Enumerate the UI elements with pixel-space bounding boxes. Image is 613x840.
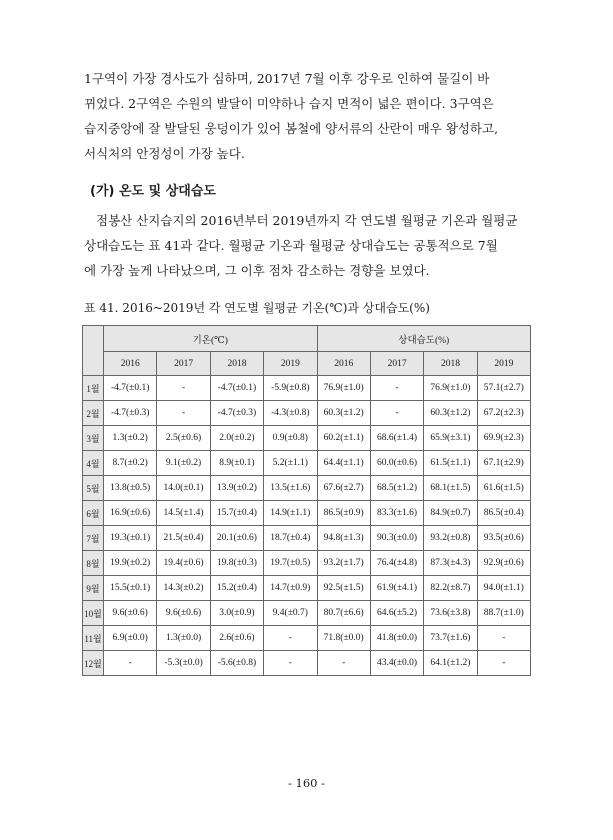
table-cell: 76.4(±4.8) <box>370 551 423 576</box>
table-cell: 60.3(±1.2) <box>317 401 370 426</box>
table-cell: 1.3(±0.2) <box>104 426 157 451</box>
table-cell: 13.8(±0.5) <box>104 476 157 501</box>
table-cell: 86.5(±0.9) <box>317 501 370 526</box>
table-cell: - <box>370 376 423 401</box>
month-label: 4월 <box>83 451 104 476</box>
table-cell: 80.7(±6.6) <box>317 601 370 626</box>
table-cell: 67.2(±2.3) <box>477 401 530 426</box>
table-cell: 9.6(±0.6) <box>157 601 210 626</box>
table-cell: 93.2(±0.8) <box>424 526 477 551</box>
table-cell: 68.5(±1.2) <box>370 476 423 501</box>
paragraph-line: 1구역이 가장 경사도가 심하며, 2017년 7월 이후 강우로 인하여 물길이 바 <box>84 71 490 86</box>
table-cell: 60.0(±0.6) <box>370 451 423 476</box>
table-cell: 3.0(±0.9) <box>210 601 263 626</box>
table-cell: 19.9(±0.2) <box>104 551 157 576</box>
year-header: 2017 <box>157 352 210 376</box>
table-cell: 64.6(±5.2) <box>370 601 423 626</box>
table-cell: 16.9(±0.6) <box>104 501 157 526</box>
table-cell: 19.7(±0.5) <box>264 551 317 576</box>
table-cell: 1.3(±0.0) <box>157 626 210 651</box>
table-cell: 68.6(±1.4) <box>370 426 423 451</box>
temperature-group-header: 기온(℃) <box>104 326 318 352</box>
table-cell: - <box>370 401 423 426</box>
table-cell: 61.6(±1.5) <box>477 476 530 501</box>
paragraph-line: 서식처의 안정성이 가장 높다. <box>84 146 245 161</box>
table-cell: 84.9(±0.7) <box>424 501 477 526</box>
table-cell: 90.3(±0.0) <box>370 526 423 551</box>
table-row <box>83 451 531 476</box>
table-cell: 13.5(±1.6) <box>264 476 317 501</box>
table-cell: 76.9(±1.0) <box>317 376 370 401</box>
table-cell: -5.3(±0.0) <box>157 651 210 676</box>
table-cell: -4.7(±0.3) <box>104 401 157 426</box>
paragraph-line: 에 가장 높게 나타났으며, 그 이후 점차 감소하는 경향을 보였다. <box>84 263 430 278</box>
table-cell: 73.7(±1.6) <box>424 626 477 651</box>
table-cell: 14.5(±1.4) <box>157 501 210 526</box>
table-caption: 표 41. 2016~2019년 각 연도별 월평균 기온(℃)과 상대습도(%) <box>84 301 430 315</box>
table-cell: 6.9(±0.0) <box>104 626 157 651</box>
month-label: 8월 <box>83 551 104 576</box>
table-cell: 87.3(±4.3) <box>424 551 477 576</box>
table-cell: 92.5(±1.5) <box>317 576 370 601</box>
table-cell: 9.6(±0.6) <box>104 601 157 626</box>
table-cell: -4.7(±0.1) <box>210 376 263 401</box>
table-cell: -4.7(±0.1) <box>104 376 157 401</box>
year-header: 2018 <box>424 352 477 376</box>
table-row <box>83 526 531 551</box>
table-cell: 61.9(±4.1) <box>370 576 423 601</box>
table-cell: - <box>157 401 210 426</box>
table-cell: 15.5(±0.1) <box>104 576 157 601</box>
paragraph-line: 점봉산 산지습지의 2016년부터 2019년까지 각 연도별 월평균 기온과 월평균 <box>96 213 518 228</box>
year-header: 2016 <box>104 352 157 376</box>
humidity-group-header: 상대습도(%) <box>317 326 531 352</box>
table-corner-cell <box>83 326 104 376</box>
table-row <box>83 401 531 426</box>
table-cell: - <box>477 651 530 676</box>
table-cell: 93.5(±0.6) <box>477 526 530 551</box>
table-cell: 20.1(±0.6) <box>210 526 263 551</box>
table-cell: 57.1(±2.7) <box>477 376 530 401</box>
table-cell: 94.8(±1.3) <box>317 526 370 551</box>
year-header: 2017 <box>370 352 423 376</box>
year-header: 2019 <box>477 352 530 376</box>
table-cell: 88.7(±1.0) <box>477 601 530 626</box>
month-label: 9월 <box>83 576 104 601</box>
year-header: 2016 <box>317 352 370 376</box>
table-cell: 14.0(±0.1) <box>157 476 210 501</box>
page-number: - 160 - <box>287 776 326 790</box>
table-cell: 19.8(±0.3) <box>210 551 263 576</box>
table-cell: 41.8(±0.0) <box>370 626 423 651</box>
table-cell: 9.1(±0.2) <box>157 451 210 476</box>
table-cell: - <box>477 626 530 651</box>
table-row <box>83 601 531 626</box>
table-row <box>83 376 531 401</box>
table-cell: 14.3(±0.2) <box>157 576 210 601</box>
table-cell: 2.0(±0.2) <box>210 426 263 451</box>
intro-paragraph <box>84 66 534 166</box>
table-cell: - <box>264 626 317 651</box>
table-body <box>83 376 531 676</box>
table-cell: 0.9(±0.8) <box>264 426 317 451</box>
month-label: 10월 <box>83 601 104 626</box>
table-cell: -5.9(±0.8) <box>264 376 317 401</box>
table-row <box>83 576 531 601</box>
table-cell: - <box>157 376 210 401</box>
table-cell: 67.6(±2.7) <box>317 476 370 501</box>
table-cell: 68.1(±1.5) <box>424 476 477 501</box>
climate-table <box>82 325 531 676</box>
table-cell: 60.3(±1.2) <box>424 401 477 426</box>
table-cell: 93.2(±1.7) <box>317 551 370 576</box>
table-row <box>83 426 531 451</box>
table-cell: 73.6(±3.8) <box>424 601 477 626</box>
table-cell: - <box>264 651 317 676</box>
table-cell: 8.7(±0.2) <box>104 451 157 476</box>
paragraph-line: 상대습도는 표 41과 같다. 월평균 기온과 월평균 상대습도는 공통적으로 7월 <box>84 238 498 253</box>
body-paragraph <box>84 208 534 283</box>
table-cell: 19.4(±0.6) <box>157 551 210 576</box>
table-cell: 21.5(±0.4) <box>157 526 210 551</box>
table-cell: 15.2(±0.4) <box>210 576 263 601</box>
table-cell: 83.3(±1.6) <box>370 501 423 526</box>
table-cell: 64.1(±1.2) <box>424 651 477 676</box>
table-year-header-row <box>83 352 531 376</box>
month-label: 6월 <box>83 501 104 526</box>
table-row <box>83 476 531 501</box>
table-cell: 2.5(±0.6) <box>157 426 210 451</box>
table-cell: 86.5(±0.4) <box>477 501 530 526</box>
table-cell: 67.1(±2.9) <box>477 451 530 476</box>
table-cell: 15.7(±0.4) <box>210 501 263 526</box>
table-cell: 5.2(±1.1) <box>264 451 317 476</box>
table-row <box>83 651 531 676</box>
table-cell: 92.9(±0.6) <box>477 551 530 576</box>
paragraph-line: 뀌었다. 2구역은 수원의 발달이 미약하나 습지 면적이 넓은 편이다. 3구역은 <box>84 96 494 111</box>
table-cell: 61.5(±1.1) <box>424 451 477 476</box>
table-cell: 19.3(±0.1) <box>104 526 157 551</box>
table-cell: 2.6(±0.6) <box>210 626 263 651</box>
section-heading: (가) 온도 및 상대습도 <box>90 184 216 199</box>
table-cell: 69.9(±2.3) <box>477 426 530 451</box>
table-cell: 76.9(±1.0) <box>424 376 477 401</box>
table-cell: 94.0(±1.1) <box>477 576 530 601</box>
year-header: 2019 <box>264 352 317 376</box>
table-cell: -5.6(±0.8) <box>210 651 263 676</box>
table-row <box>83 551 531 576</box>
table-cell: 14.9(±1.1) <box>264 501 317 526</box>
month-label: 2월 <box>83 401 104 426</box>
table-row <box>83 501 531 526</box>
table-cell: 64.4(±1.1) <box>317 451 370 476</box>
table-row <box>83 626 531 651</box>
table-cell: - <box>317 651 370 676</box>
table-cell: 9.4(±0.7) <box>264 601 317 626</box>
table-group-header-row <box>83 326 531 352</box>
year-header: 2018 <box>210 352 263 376</box>
month-label: 7월 <box>83 526 104 551</box>
month-label: 11월 <box>83 626 104 651</box>
table-cell: 60.2(±1.1) <box>317 426 370 451</box>
table-cell: -4.7(±0.3) <box>210 401 263 426</box>
month-label: 1월 <box>83 376 104 401</box>
table-cell: 8.9(±0.1) <box>210 451 263 476</box>
table-cell: 43.4(±0.0) <box>370 651 423 676</box>
table-cell: - <box>104 651 157 676</box>
month-label: 3월 <box>83 426 104 451</box>
table-cell: -4.3(±0.8) <box>264 401 317 426</box>
table-cell: 13.9(±0.2) <box>210 476 263 501</box>
month-label: 5월 <box>83 476 104 501</box>
table-cell: 18.7(±0.4) <box>264 526 317 551</box>
table-cell: 65.9(±3.1) <box>424 426 477 451</box>
month-label: 12월 <box>83 651 104 676</box>
table-cell: 71.8(±0.0) <box>317 626 370 651</box>
table-cell: 82.2(±8.7) <box>424 576 477 601</box>
table-cell: 14.7(±0.9) <box>264 576 317 601</box>
paragraph-line: 습지중앙에 잘 발달된 웅덩이가 있어 봄철에 양서류의 산란이 매우 왕성하고, <box>84 121 499 136</box>
